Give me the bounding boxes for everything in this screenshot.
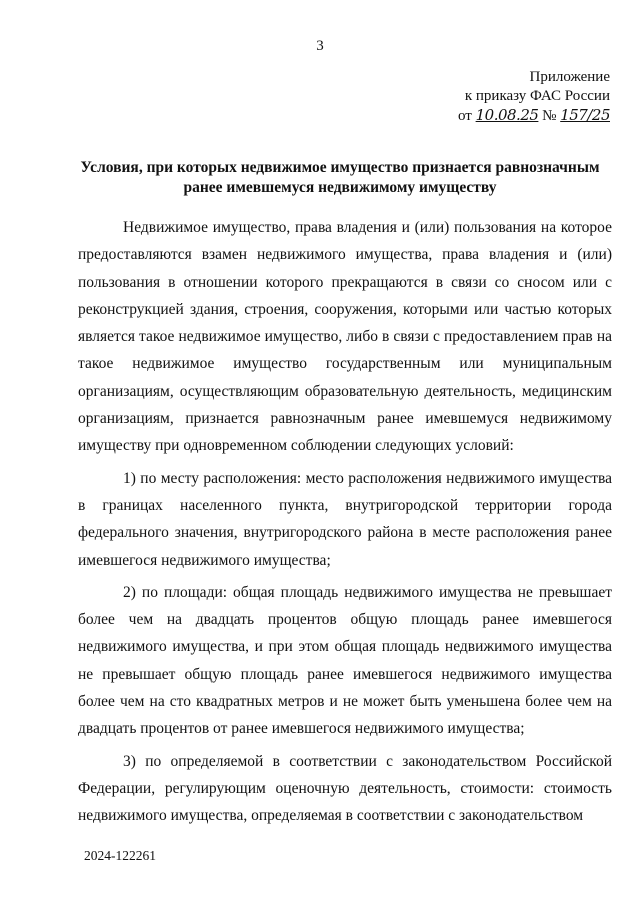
page-number: 3 [316,38,324,54]
document-body [78,214,612,835]
number-label: № [542,108,557,124]
title-line-2: ранее имевшемуся недвижимому имуществу [183,179,497,196]
paragraph-condition-location: 1) по месту расположения: место расположения недвижимого имущества в границах населенного пункта, внутригородской территории города федерального значения, внутригородского района в месте расположения ранее имевшегося недвижимого имущества; [78,469,612,569]
paragraph-condition-area: 2) по площади: общая площадь недвижимого имущества не превышает более чем на двадцать процентов общую площадь ранее имевшегося недвижимого имущества, и при этом общая площадь недвижимого имущества не превышает общую площадь ранее имевшегося недвижимого имущества более чем на сто квадратных метров и не может быть уменьшена более чем на двадцать процентов от ранее имевшегося недвижимого имущества; [78,583,612,738]
handwritten-date: 10.08.25 [475,106,539,124]
attachment-block [410,68,610,126]
document-title [78,158,602,198]
paragraph-intro: Недвижимое имущество, права владения и (или) пользования на которое предоставляются взамен недвижимого имущества, права владения и (или) пользования в отношении которого прекращаются в связи со сносом или с реконструкцией здания, строения, сооружения, которыми или частью которых является такое недвижимое имущество, либо в связи с предоставлением прав на такое недвижимое имущество государственным или муниципальным организациям, осуществляющим образовательную деятельность, медицинским организациям, признается равнозначным ранее имевшемуся недвижимому имуществу при одновременном соблюдении следующих условий: [78,219,612,455]
date-prefix: от [458,108,472,124]
handwritten-number: 157/25 [560,106,610,124]
footer-code: 2024-122261 [84,848,156,863]
paragraph-condition-value: 3) по определяемой в соответствии с законодательством Российской Федерации, регулирующим оценочную деятельность, стоимости: стоимость недвижимого имущества, определяемая в соответствии с законодательством [78,752,612,825]
attachment-title: Приложение [529,69,610,85]
attachment-date-number [410,106,610,126]
attachment-order-ref: к приказу ФАС России [464,88,610,104]
title-line-1: Условия, при которых недвижимое имущество признается равнозначным [80,159,600,176]
